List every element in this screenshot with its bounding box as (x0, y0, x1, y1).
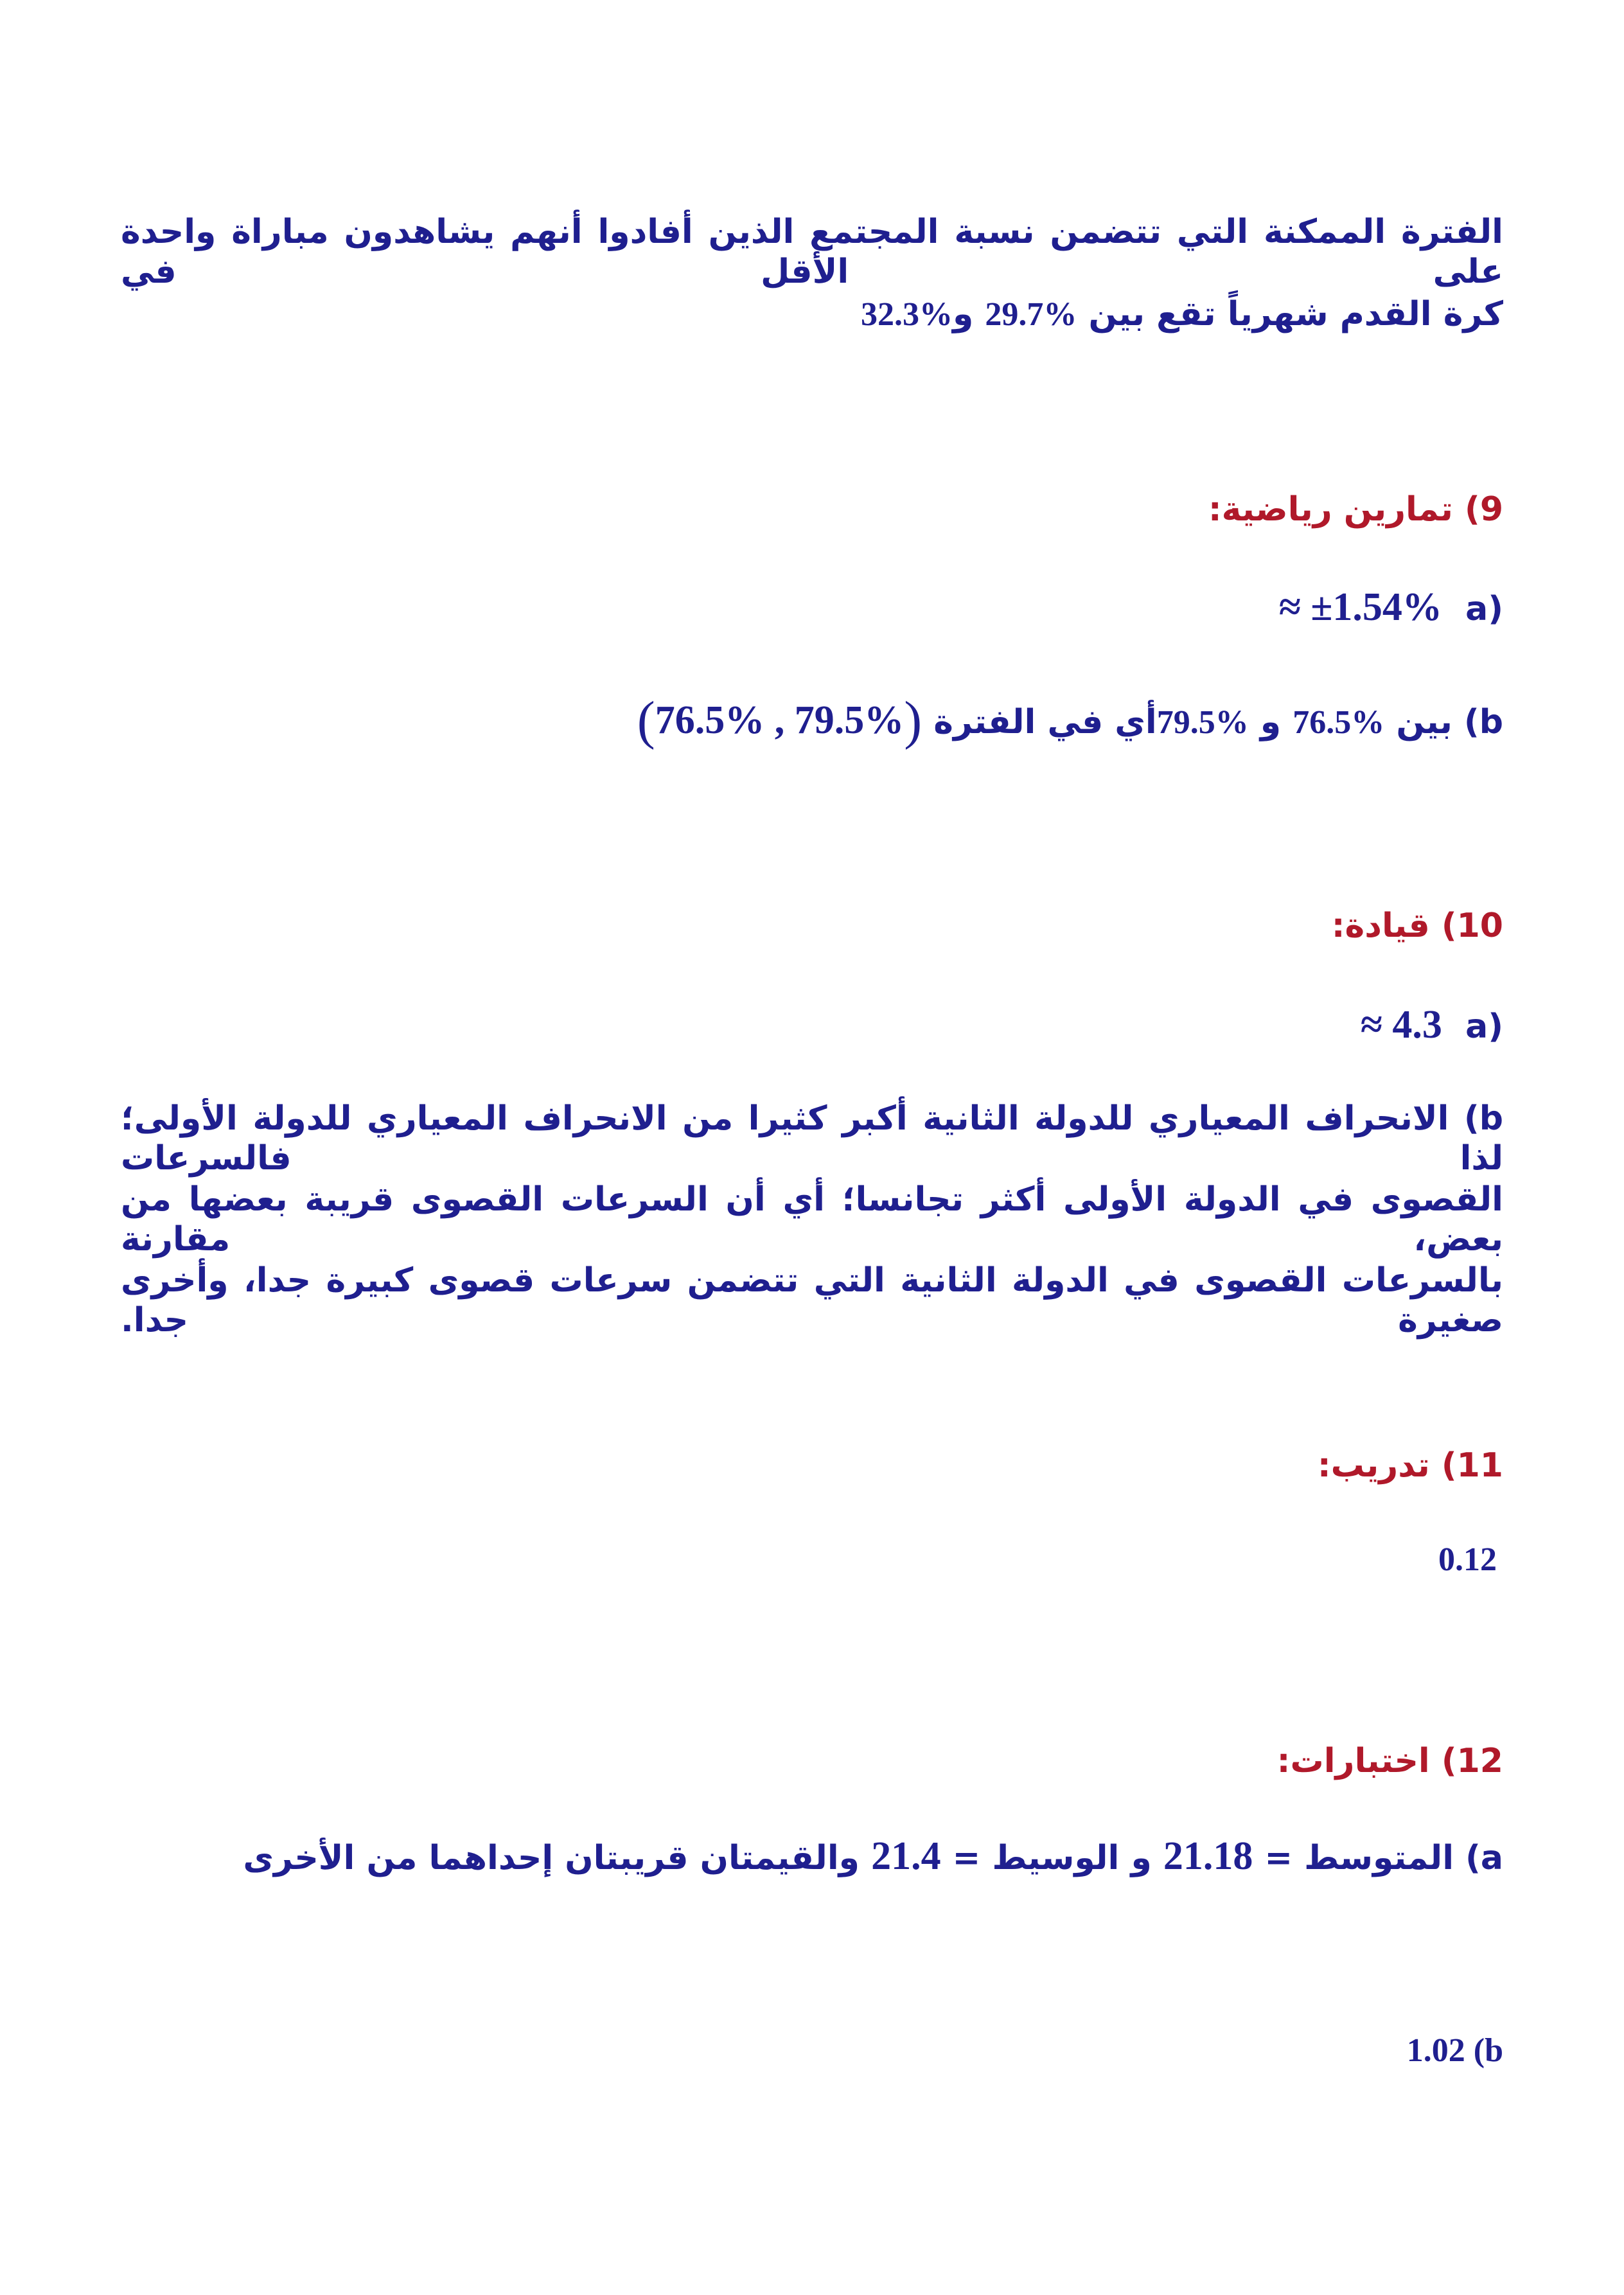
q9-a-value: ≈ ±1.54% (1278, 585, 1442, 629)
q9-b-and: و (1248, 703, 1293, 741)
q9-b-text-2: أي في الفترة (922, 703, 1157, 741)
q12-b-line (1407, 2030, 1503, 2071)
q9-heading: 9) تمارين رياضية: (1208, 490, 1503, 529)
q10-a-line (1361, 1001, 1503, 1049)
q9-a-line (1279, 583, 1503, 631)
q10-b-line-2: القصوى في الدولة الأولى أكثر تجانسا؛ أي أن السرعات القصوى قريبة بعضها من بعض، مقارنة (121, 1180, 1503, 1259)
q10-b-line-1: b) الانحراف المعياري للدولة الثانية أكبر كثيرا من الانحراف المعياري للدولة الأولى؛ لذا فالسرعات (121, 1099, 1503, 1178)
q10-a-label: (a (1465, 1007, 1503, 1046)
q12-a-median: 21.4 (871, 1834, 941, 1878)
q9-b-interval-values: 76.5% , 79.5% (655, 698, 905, 742)
intro-and: و (952, 295, 985, 333)
q9-b-text-1: بين (1384, 703, 1452, 741)
q12-b (1407, 2031, 1503, 2069)
q11-heading: 11) تدريب: (1317, 1446, 1503, 1485)
q9-b-value-1: 76.5% (1293, 704, 1385, 741)
q12-a-text-3: والقيمتان قريبتان إحداهما من الأخرى (243, 1839, 872, 1877)
q9-b-line (637, 689, 1503, 754)
q11-value: 0.12 (1438, 1541, 1497, 1578)
intro-line-1: الفترة الممكنة التي تتضمن نسبة المجتمع الذين أفادوا أنهم يشاهدون مباراة واحدة على الأقل في (121, 213, 1503, 292)
intro-line-2 (861, 294, 1503, 335)
q9-a-label: (a (1465, 590, 1503, 628)
intro-text: كرة القدم شهرياً تقع بين (1077, 295, 1503, 333)
q9-b-interval (637, 691, 922, 750)
q11-value-line (1438, 1539, 1497, 1580)
q12-a-line (243, 1832, 1503, 1880)
intro-value-1: 29.7% (985, 296, 1077, 333)
q9-b-label: b) (1452, 703, 1503, 741)
q12-a-label: a) (1454, 1839, 1503, 1877)
q12-b-value: 1.02 (1406, 2032, 1465, 2069)
q9-b-value-2: 79.5% (1156, 704, 1249, 741)
q12-heading: 12) اختبارات: (1276, 1742, 1503, 1780)
q12-b-label: (b (1465, 2032, 1503, 2069)
q10-heading: 10) قيادة: (1331, 907, 1503, 945)
q12-a-text-2: و الوسيط = (940, 1839, 1163, 1877)
close-paren: ) (904, 691, 922, 750)
q12-a-mean: 21.18 (1163, 1834, 1253, 1878)
q10-a-value: ≈ 4.3 (1360, 1003, 1442, 1047)
intro-value-2: 32.3% (860, 296, 953, 333)
open-paren: ( (637, 691, 655, 750)
q10-b-line-3: بالسرعات القصوى في الدولة الثانية التي تتضمن سرعات قصوى كبيرة جدا، وأخرى صغيرة جدا. (121, 1261, 1503, 1340)
q12-a-text-1: المتوسط = (1253, 1839, 1454, 1877)
